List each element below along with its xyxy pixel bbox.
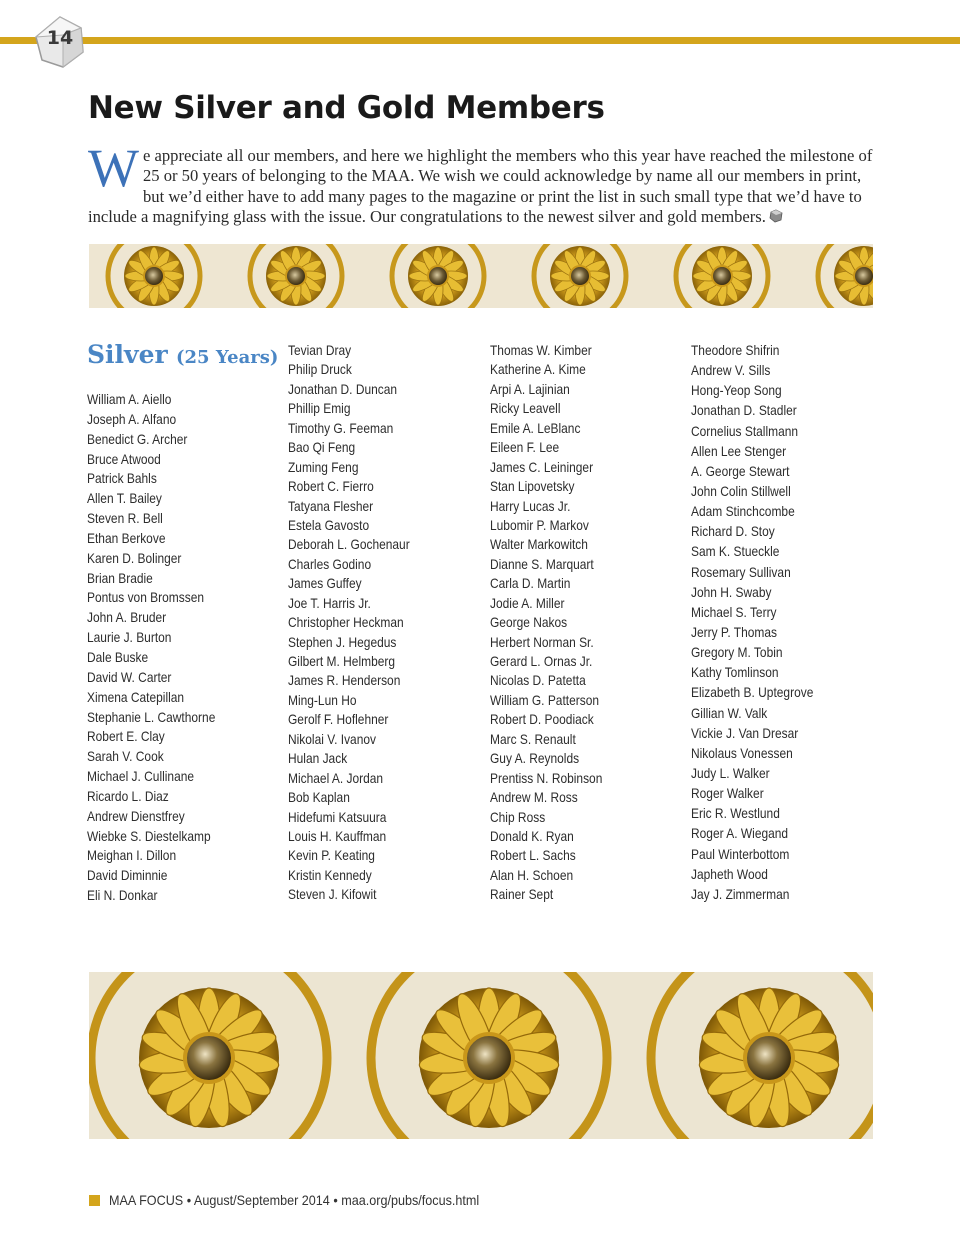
member-name: Japheth Wood (691, 866, 768, 882)
member-name: Elizabeth B. Uptegrove (691, 685, 814, 701)
member-name: Cornelius Stallmann (691, 423, 799, 439)
member-name: Allen T. Bailey (87, 491, 162, 507)
gold-flower-frieze-bottom (89, 972, 873, 1139)
member-name: A. George Stewart (691, 463, 790, 479)
member-name: Dianne S. Marquart (490, 556, 594, 572)
member-name: Hong-Yeop Song (691, 383, 782, 399)
member-name: Nikolaus Vonessen (691, 745, 793, 761)
silver-years: (25 Years) (176, 347, 279, 368)
polyhedron-end-mark-icon (769, 209, 783, 223)
member-name: William G. Patterson (490, 692, 600, 708)
member-name: Michael S. Terry (691, 604, 777, 620)
member-name: Phillip Emig (288, 401, 351, 417)
member-name: Andrew M. Ross (490, 790, 578, 806)
member-name: Kathy Tomlinson (691, 665, 779, 681)
member-name: Donald K. Ryan (490, 828, 574, 844)
silver-column-3 (490, 341, 618, 905)
member-name: David Diminnie (87, 868, 168, 884)
member-name: Benedict G. Archer (87, 431, 188, 447)
member-name: Robert D. Poodiack (490, 712, 594, 728)
member-name: Eric R. Westlund (691, 806, 780, 822)
member-name: George Nakos (490, 615, 568, 631)
member-name: Adam Stinchcombe (691, 504, 795, 520)
member-name: Estela Gavosto (288, 517, 370, 533)
member-name: Guy A. Reynolds (490, 751, 580, 767)
member-name: Andrew V. Sills (691, 363, 771, 379)
member-name: Ming-Lun Ho (288, 692, 357, 708)
member-name: Bao Qi Feng (288, 440, 356, 456)
member-name: Joe T. Harris Jr. (288, 595, 371, 611)
member-name: Nikolai V. Ivanov (288, 731, 376, 747)
member-name: Patrick Bahls (87, 471, 157, 487)
member-name: Roger Walker (691, 786, 764, 802)
member-name: Philip Druck (288, 362, 352, 378)
member-name: Karen D. Bolinger (87, 550, 182, 566)
member-name: Judy L. Walker (691, 765, 770, 781)
member-name: Emile A. LeBlanc (490, 420, 581, 436)
member-name: Jonathan D. Duncan (288, 381, 398, 397)
member-name: Meighan I. Dillon (87, 848, 177, 864)
member-name: Marc S. Renault (490, 731, 576, 747)
silver-column-2 (288, 341, 426, 905)
page-title: New Silver and Gold Members (88, 90, 605, 126)
member-name: James Guffey (288, 576, 362, 592)
member-name: Zuming Feng (288, 459, 359, 475)
member-name: Joseph A. Alfano (87, 411, 177, 427)
member-name: Steven J. Kifowit (288, 887, 377, 903)
member-name: Theodore Shifrin (691, 343, 780, 358)
footer-text: MAA FOCUS • August/September 2014 • maa.org/pubs/focus.html (109, 1192, 480, 1208)
intro-text: e appreciate all our members, and here we highlight the members who this year have reached the milestone of 25 or 50 years of belonging to the MAA. We wish we could acknowledge by name all our members in print, but we’d either have to add many pages to the magazine or print the list in such small type that we’d have to include a magnifying glass with the issue. Our congratulations to the newest silver and gold members. (88, 146, 873, 226)
intro-paragraph (88, 138, 874, 227)
member-name: Paul Winterbottom (691, 846, 790, 862)
member-name: Bob Kaplan (288, 790, 350, 806)
member-name: Louis H. Kauffman (288, 828, 387, 844)
member-name: Allen Lee Stenger (691, 443, 787, 459)
member-name: John Colin Stillwell (691, 483, 791, 499)
silver-label: Silver (87, 340, 168, 369)
member-name: Tevian Dray (288, 343, 352, 358)
member-name: Alan H. Schoen (490, 867, 574, 883)
member-name: Timothy G. Feeman (288, 420, 394, 436)
member-name: Stephen J. Hegedus (288, 634, 397, 650)
member-name: Rosemary Sullivan (691, 564, 791, 580)
member-name: Hidefumi Katsuura (288, 809, 387, 825)
footer-square-icon (89, 1195, 100, 1206)
member-name: Ethan Berkove (87, 530, 166, 546)
page-number: 14 (46, 27, 74, 49)
member-name: Gillian W. Valk (691, 705, 768, 721)
member-name: Richard D. Stoy (691, 524, 775, 540)
member-name: Jonathan D. Stadler (691, 403, 797, 419)
member-name: Jerry P. Thomas (691, 624, 777, 640)
member-name: Stephanie L. Cawthorne (87, 709, 216, 725)
member-name: James R. Henderson (288, 673, 401, 689)
member-name: Jay J. Zimmerman (691, 886, 790, 902)
member-name: Lubomir P. Markov (490, 517, 589, 533)
member-name: John H. Swaby (691, 584, 772, 600)
drop-cap: W (88, 138, 139, 198)
member-name: Michael A. Jordan (288, 770, 384, 786)
member-name: Walter Markowitch (490, 537, 588, 553)
member-name: Andrew Dienstfrey (87, 808, 185, 824)
member-name: Ximena Catepillan (87, 689, 185, 705)
member-name: Arpi A. Lajinian (490, 381, 570, 397)
member-name: Hulan Jack (288, 751, 348, 767)
member-name: Michael J. Cullinane (87, 769, 195, 785)
member-name: Sarah V. Cook (87, 749, 164, 765)
member-name: Gilbert M. Helmberg (288, 654, 396, 669)
member-name: Harry Lucas Jr. (490, 498, 571, 514)
member-name: Brian Bradie (87, 570, 153, 586)
member-name: Nicolas D. Patetta (490, 673, 586, 689)
silver-column-1 (87, 390, 233, 906)
header-rule (0, 37, 960, 44)
member-name: Gerard L. Ornas Jr. (490, 654, 593, 669)
member-name: Thomas W. Kimber (490, 343, 592, 358)
member-name: Katherine A. Kime (490, 362, 586, 378)
member-name: Deborah L. Gochenaur (288, 537, 410, 553)
member-name: David W. Carter (87, 669, 172, 685)
member-name: Pontus von Bromssen (87, 590, 205, 606)
member-name: Stan Lipovetsky (490, 479, 575, 495)
member-name: Carla D. Martin (490, 576, 571, 592)
member-name: Sam K. Stueckle (691, 544, 780, 560)
member-name: Rainer Sept (490, 887, 554, 903)
member-name: Tatyana Flesher (288, 498, 374, 514)
member-name: Herbert Norman Sr. (490, 634, 594, 650)
member-name: Steven R. Bell (87, 511, 163, 527)
member-name: Roger A. Wiegand (691, 826, 789, 842)
member-name: Kevin P. Keating (288, 848, 375, 864)
member-name: Prentiss N. Robinson (490, 770, 603, 786)
member-name: Gregory M. Tobin (691, 645, 783, 661)
member-name: Chip Ross (490, 809, 546, 825)
silver-heading (87, 340, 278, 369)
member-name: James C. Leininger (490, 459, 594, 475)
member-name: Jodie A. Miller (490, 595, 565, 611)
member-name: Vickie J. Van Dresar (691, 725, 799, 741)
member-name: Eli N. Donkar (87, 888, 158, 904)
member-name: Robert L. Sachs (490, 848, 576, 864)
silver-column-4 (691, 341, 830, 905)
member-name: Eileen F. Lee (490, 440, 560, 456)
member-name: Charles Godino (288, 556, 372, 572)
member-name: Robert E. Clay (87, 729, 165, 745)
gold-flower-frieze-top (89, 244, 873, 308)
member-name: Wiebke S. Diestelkamp (87, 828, 211, 844)
member-name: Ricky Leavell (490, 401, 561, 417)
member-name: Robert C. Fierro (288, 479, 374, 495)
member-name: Dale Buske (87, 649, 149, 665)
member-name: Bruce Atwood (87, 451, 161, 467)
member-name: Ricardo L. Diaz (87, 788, 169, 804)
member-name: Kristin Kennedy (288, 867, 372, 883)
member-name: Laurie J. Burton (87, 630, 172, 646)
member-name: Gerolf F. Hoflehner (288, 712, 389, 728)
member-name: Christopher Heckman (288, 615, 404, 631)
member-name: William A. Aiello (87, 392, 172, 407)
member-name: John A. Bruder (87, 610, 167, 626)
